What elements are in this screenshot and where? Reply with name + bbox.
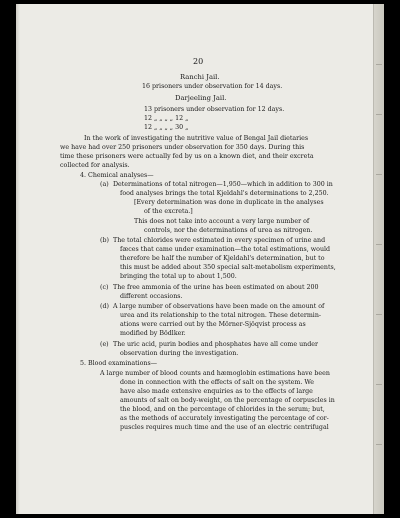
- item-b-line-3: therefore be half the number of Kjeldahl's determination, but to: [120, 255, 325, 262]
- item-b-line-1: The total chlorides were estimated in every specimen of urine and: [113, 237, 326, 244]
- binding-edge: [16, 4, 20, 514]
- section-5-heading: 5. Blood examinations—: [80, 360, 158, 367]
- item-a-label: (a): [100, 181, 109, 188]
- item-e-line-1: The uric acid, purin bodies and phosphates have all come under: [113, 341, 318, 348]
- blood-line-2: done in connection with the effects of salt on the system. We: [120, 379, 315, 386]
- page-number: 20: [193, 57, 204, 66]
- darjeeling-heading: Darjeeling Jail.: [175, 94, 227, 102]
- section-4-heading: 4. Chemical analyses—: [80, 172, 154, 179]
- item-b-line-2: fæces that came under examination—the total estimations, would: [120, 246, 331, 253]
- document-page: [16, 4, 384, 514]
- intro-line-1: In the work of investigating the nutritive value of Bengal Jail dietaries: [84, 135, 309, 142]
- darjeeling-line-1: 13 prisoners under observation for 12 days.: [144, 106, 285, 113]
- item-a-line-5: This does not take into account a very large number of: [134, 218, 310, 225]
- item-a-line-1: Determinations of total nitrogen—1,950—which in addition to 300 in: [113, 181, 333, 188]
- item-e-line-2: observation during the investigation.: [120, 350, 239, 357]
- item-c-line-1: The free ammonia of the urine has been estimated on about 200: [113, 284, 319, 291]
- blood-line-4: amounts of salt on body-weight, on the percentage of corpuscles in: [120, 397, 335, 404]
- item-e-label: (e): [100, 341, 109, 348]
- intro-line-4: collected for analysis.: [60, 162, 130, 169]
- item-a-line-3: [Every determination was done in duplicate in the analyses: [134, 199, 324, 206]
- blood-line-3: have also made extensive enquiries as to the effects of large: [120, 388, 313, 395]
- ranchi-heading: Ranchi Jail.: [180, 73, 220, 81]
- ranchi-line: 16 prisoners under observation for 14 days.: [142, 83, 283, 90]
- item-d-line-3: ations were carried out by the Mörner-Sjöqvist process as: [120, 321, 306, 328]
- blood-line-5: the blood, and on the percentage of chlorides in the serum; but,: [120, 406, 325, 413]
- intro-line-3: time these prisoners were actually fed by us on a known diet, and their excreta: [60, 153, 314, 160]
- item-d-line-1: A large number of observations have been made on the amount of: [113, 303, 325, 310]
- item-b-line-5: bringing the total up to about 1,500.: [120, 273, 237, 280]
- blood-line-1: A large number of blood counts and hæmoglobin estimations have been: [100, 370, 330, 377]
- blood-line-7: puscles requires much time and the use of an electric centrifugal: [120, 424, 329, 431]
- intro-line-2: we have had over 250 prisoners under observation for 350 days. During this: [60, 144, 305, 151]
- item-a-line-6: controls, nor the determinations of urea as nitrogen.: [144, 227, 313, 234]
- page-edge-tabs: [373, 4, 384, 514]
- item-c-label: (c): [100, 284, 109, 291]
- item-b-line-4: this must be added about 350 special salt-metabolism experiments,: [120, 264, 336, 271]
- item-d-line-2: urea and its relationship to the total nitrogen. These determin-: [120, 312, 322, 319]
- item-b-label: (b): [100, 237, 109, 244]
- item-d-line-4: modified by Bödlker.: [120, 330, 186, 337]
- item-c-line-2: different occasions.: [120, 293, 183, 300]
- darjeeling-line-2: 12 „ „ „ „ 12 „: [144, 115, 189, 122]
- item-a-line-4: of the excreta.]: [144, 208, 193, 215]
- blood-line-6: as the methods of accurately investigating the percentage of cor-: [120, 415, 329, 422]
- item-a-line-2: food analyses brings the total Kjeldahl's determinations to 2,250.: [120, 190, 329, 197]
- darjeeling-line-3: 12 „ „ „ „ 30 „: [144, 124, 189, 131]
- item-d-label: (d): [100, 303, 109, 310]
